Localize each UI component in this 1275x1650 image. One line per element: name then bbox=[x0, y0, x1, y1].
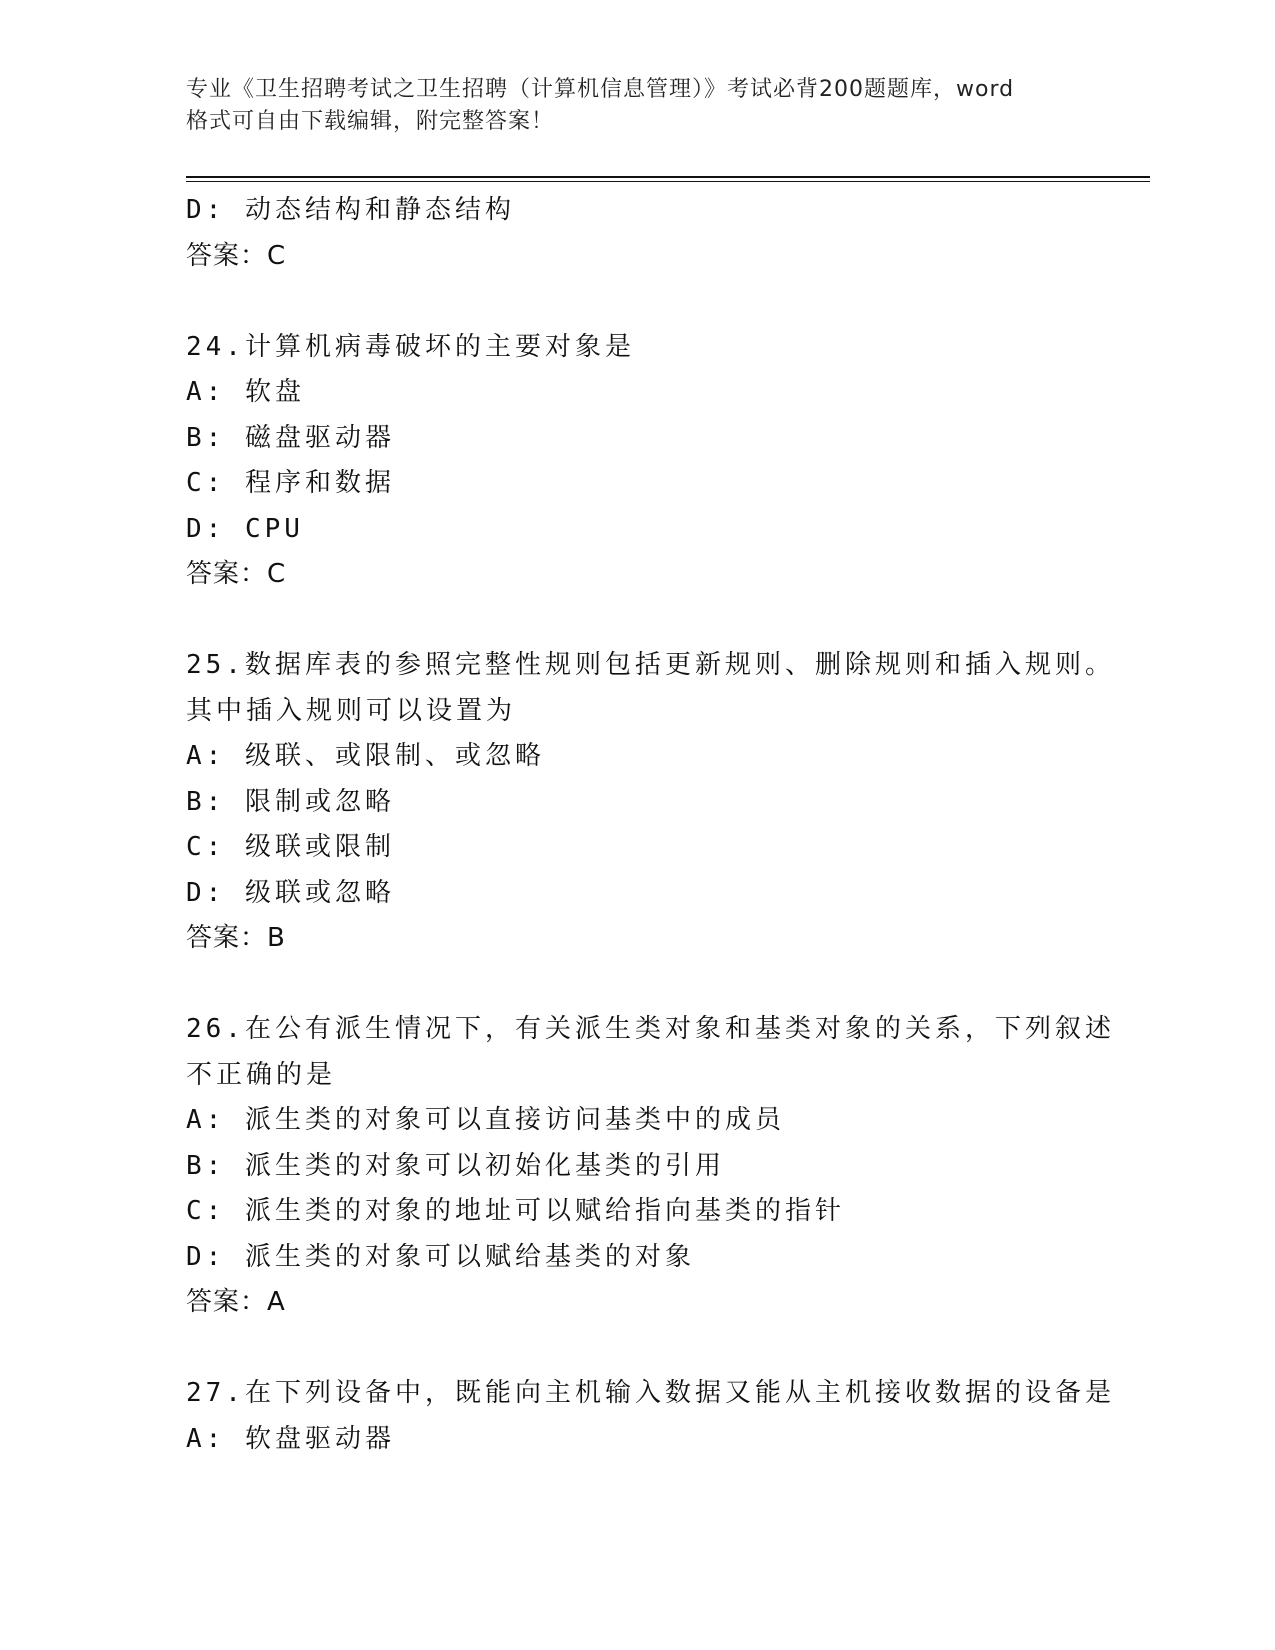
option-line: D: 动态结构和静态结构 bbox=[186, 195, 515, 225]
answer-line: 答案：C bbox=[186, 240, 287, 271]
option-line: A: 级联、或限制、或忽略 bbox=[186, 741, 545, 771]
question-25 bbox=[186, 643, 1146, 962]
question-stem: 其中插入规则可以设置为 bbox=[186, 695, 517, 726]
question-stem: 24.计算机病毒破坏的主要对象是 bbox=[186, 331, 635, 362]
header-line-2: 格式可自由下载编辑，附完整答案！ bbox=[186, 109, 555, 134]
option-line: B: 派生类的对象可以初始化基类的引用 bbox=[186, 1150, 725, 1181]
answer-line: 答案：A bbox=[186, 1287, 286, 1317]
option-line: A: 软盘 bbox=[186, 377, 305, 407]
question-24 bbox=[186, 325, 1146, 598]
option-line: A: 软盘驱动器 bbox=[186, 1423, 395, 1454]
document-header bbox=[186, 74, 1086, 138]
header-line-1: 专业《卫生招聘考试之卫生招聘（计算机信息管理）》考试必背200题题库，word bbox=[186, 77, 1015, 102]
spacer bbox=[186, 598, 1146, 644]
header-divider bbox=[186, 176, 1150, 182]
question-stem: 25.数据库表的参照完整性规则包括更新规则、删除规则和插入规则。 bbox=[186, 650, 1115, 680]
option-line: B: 限制或忽略 bbox=[186, 786, 395, 817]
question-stem: 不正确的是 bbox=[186, 1059, 337, 1090]
option-line: D: CPU bbox=[186, 513, 304, 544]
question-stem: 26.在公有派生情况下，有关派生类对象和基类对象的关系，下列叙述 bbox=[186, 1014, 1115, 1044]
spacer bbox=[186, 279, 1146, 325]
option-line: A: 派生类的对象可以直接访问基类中的成员 bbox=[186, 1105, 785, 1135]
spacer bbox=[186, 1326, 1146, 1372]
option-line: D: 派生类的对象可以赋给基类的对象 bbox=[186, 1241, 695, 1272]
option-line: D: 级联或忽略 bbox=[186, 877, 395, 908]
question-stem: 27.在下列设备中，既能向主机输入数据又能从主机接收数据的设备是 bbox=[186, 1378, 1115, 1408]
option-line: B: 磁盘驱动器 bbox=[186, 422, 395, 453]
question-27 bbox=[186, 1371, 1146, 1462]
option-line: C: 程序和数据 bbox=[186, 468, 395, 498]
spacer bbox=[186, 962, 1146, 1008]
option-line: C: 级联或限制 bbox=[186, 832, 395, 862]
question-26 bbox=[186, 1007, 1146, 1326]
option-line: C: 派生类的对象的地址可以赋给指向基类的指针 bbox=[186, 1196, 845, 1226]
answer-line: 答案：B bbox=[186, 923, 286, 953]
question-list bbox=[186, 188, 1146, 1462]
answer-line: 答案：C bbox=[186, 559, 287, 589]
